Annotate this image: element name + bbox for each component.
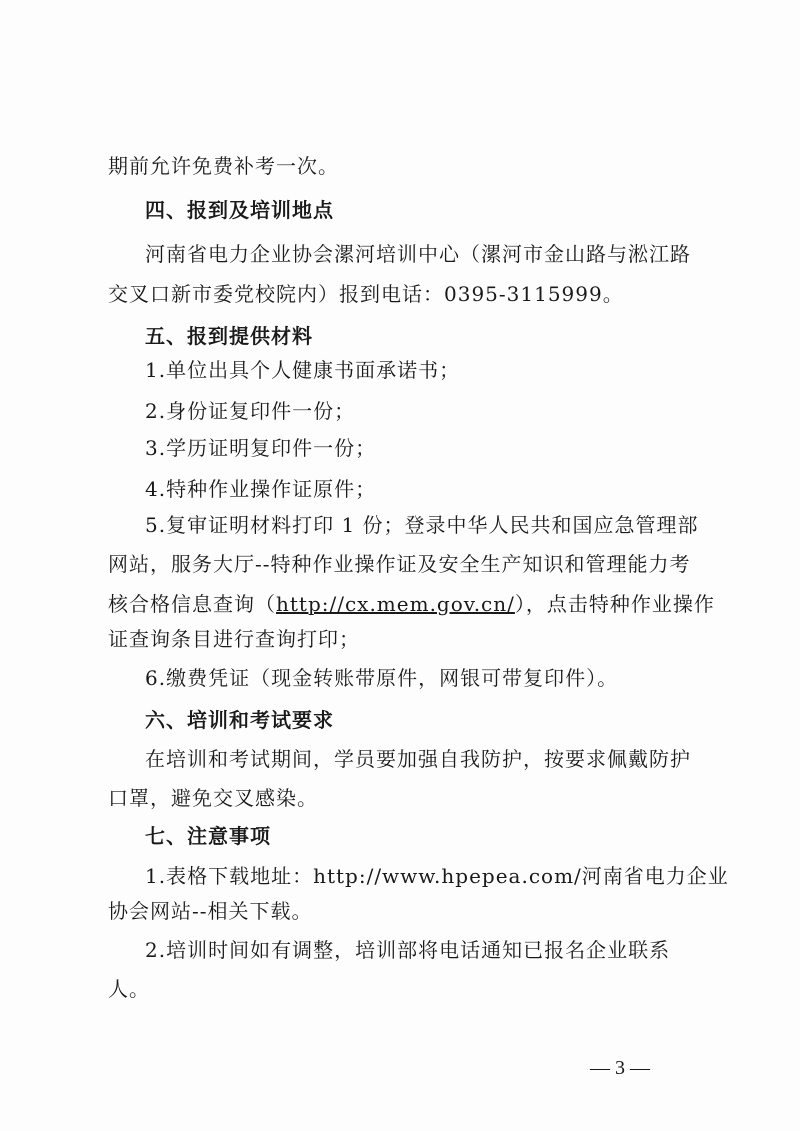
section-4-paragraph-line-2: 交叉口新市委党校院内）报到电话：0395-3115999。 — [108, 282, 624, 306]
section-7-item-1-line-1: 1.表格下载地址：http://www.hpepea.com/河南省电力企业 — [145, 864, 729, 888]
section-7-item-1-line-2: 协会网站--相关下载。 — [108, 899, 313, 923]
section-4-paragraph-line-1: 河南省电力企业协会漯河培训中心（漯河市金山路与淞江路 — [145, 242, 691, 266]
continuation-line: 期前允许免费补考一次。 — [108, 154, 339, 178]
section-5-item-5-line-3 — [108, 590, 715, 618]
section-7-heading: 七、注意事项 — [145, 824, 271, 848]
section-5-item-5-line-1: 5.复审证明材料打印 1 份；登录中华人民共和国应急管理部 — [145, 513, 699, 537]
section-7-item-2-line-2: 人。 — [108, 977, 150, 1001]
section-5-item-4: 4.特种作业操作证原件； — [145, 477, 377, 501]
section-4-heading: 四、报到及培训地点 — [145, 198, 334, 222]
page-number: — 3 — — [590, 1057, 650, 1079]
section-5-item-1: 1.单位出具个人健康书面承诺书； — [145, 358, 461, 382]
mem-query-link[interactable]: http://cx.mem.gov.cn/ — [276, 592, 515, 616]
section-5-item-3: 3.学历证明复印件一份； — [145, 436, 377, 460]
section-6-paragraph-line-2: 口罩，避免交叉感染。 — [108, 786, 318, 810]
section-7-item-2-line-1: 2.培训时间如有调整，培训部将电话通知已报名企业联系 — [145, 938, 671, 962]
section-6-heading: 六、培训和考试要求 — [145, 708, 334, 732]
query-text-prefix: 核合格信息查询（ — [108, 592, 276, 616]
section-5-heading: 五、报到提供材料 — [145, 324, 313, 348]
section-5-item-6: 6.缴费凭证（现金转账带原件，网银可带复印件）。 — [145, 666, 619, 690]
section-6-paragraph-line-1: 在培训和考试期间，学员要加强自我防护，按要求佩戴防护 — [145, 747, 691, 771]
query-text-suffix: ），点击特种作业操作 — [514, 592, 715, 616]
section-5-item-5-line-4: 证查询条目进行查询打印； — [108, 627, 360, 651]
section-5-item-5-line-2: 网站，服务大厅--特种作业操作证及安全生产知识和管理能力考 — [108, 552, 691, 576]
section-5-item-2: 2.身份证复印件一份； — [145, 399, 356, 423]
